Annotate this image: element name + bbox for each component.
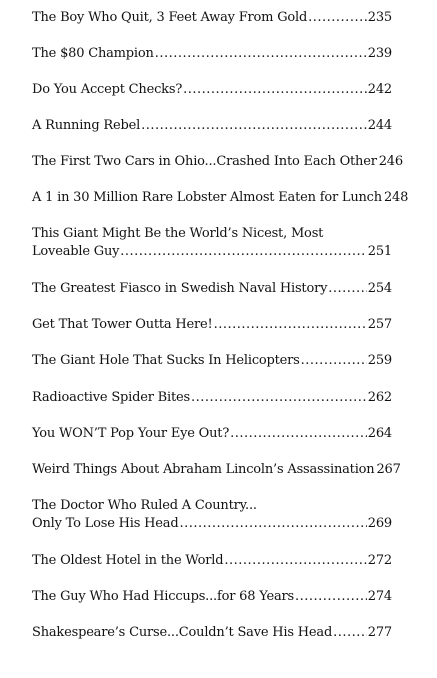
- toc-entry: [32, 9, 392, 27]
- toc-entry-title: A Running Rebel: [32, 118, 141, 133]
- dot-leader: [333, 624, 367, 642]
- toc-entry-title: Shakespeare’s Curse...Couldn’t Save His Head: [32, 625, 333, 640]
- toc-entry-title: The Boy Who Quit, 3 Feet Away From Gold: [32, 10, 308, 25]
- toc-entry: [32, 461, 401, 479]
- dot-leader: [328, 280, 367, 298]
- toc-entry-page: 239: [367, 46, 392, 61]
- dot-leader: [230, 425, 367, 443]
- dot-leader: [295, 588, 367, 606]
- toc-entry-page: 272: [367, 553, 392, 568]
- toc-entry-page: 269: [367, 516, 392, 531]
- toc-entry-page: 254: [367, 281, 392, 296]
- toc-entry-page: 277: [367, 625, 392, 640]
- toc-entry-title: Radioactive Spider Bites: [32, 390, 190, 405]
- toc-entry-title: The Greatest Fiasco in Swedish Naval History: [32, 281, 328, 296]
- toc-entry-title: Weird Things About Abraham Lincoln’s Assassination: [32, 462, 375, 477]
- toc-entry: [32, 624, 392, 642]
- toc-entry-title: Only To Lose His Head: [32, 516, 179, 531]
- toc-entry-page: 262: [367, 390, 392, 405]
- toc-entry: [32, 497, 392, 533]
- toc-entry-title: You WON’T Pop Your Eye Out?: [32, 426, 230, 441]
- toc-entry-page: 235: [367, 10, 392, 25]
- dot-leader: [224, 552, 366, 570]
- toc-entry: [32, 189, 409, 207]
- toc-entry: [32, 153, 403, 171]
- dot-leader: [179, 515, 366, 533]
- toc-entry-page: 248: [383, 190, 409, 205]
- dot-leader: [141, 117, 367, 135]
- dot-leader: [301, 352, 367, 370]
- toc-entry-title: The First Two Cars in Ohio...Crashed Into Each Other: [32, 154, 377, 169]
- toc-entry-title: The Giant Hole That Sucks In Helicopters: [32, 353, 300, 368]
- toc-entry: [32, 81, 392, 99]
- toc-entry: [32, 225, 392, 261]
- toc-entry-page: 242: [367, 82, 392, 97]
- toc-entry: [32, 45, 392, 63]
- toc-entry-page: 267: [376, 462, 401, 477]
- toc-entry-title: The Oldest Hotel in the World: [32, 553, 224, 568]
- toc-entry-page: 264: [367, 426, 392, 441]
- toc-entry: [32, 117, 392, 135]
- toc-entry-page: 246: [378, 154, 403, 169]
- toc-entry-title: A 1 in 30 Million Rare Lobster Almost Eaten for Lunch: [32, 190, 382, 205]
- dot-leader: [308, 9, 367, 27]
- toc-entry-title: Do You Accept Checks?: [32, 82, 183, 97]
- toc-entry: [32, 552, 392, 570]
- toc-entry-page: 274: [367, 589, 392, 604]
- toc-entry-title: Get That Tower Outta Here!: [32, 317, 213, 332]
- toc-entry-page: 257: [367, 317, 392, 332]
- toc-entry-title-line1: This Giant Might Be the World’s Nicest, Most: [32, 226, 324, 241]
- toc-entry-page: 251: [367, 244, 392, 259]
- toc-entry: [32, 588, 392, 606]
- dot-leader: [214, 316, 367, 334]
- toc-entry: [32, 425, 392, 443]
- dot-leader: [183, 81, 367, 99]
- dot-leader: [155, 45, 367, 63]
- toc-entry-title-line1: The Doctor Who Ruled A Country...: [32, 498, 257, 513]
- toc-entry: [32, 389, 392, 407]
- dot-leader: [120, 243, 367, 261]
- toc-entry-title: Loveable Guy: [32, 244, 120, 259]
- toc-entry: [32, 280, 392, 298]
- toc-entry-title: The $80 Champion: [32, 46, 154, 61]
- toc-entry-page: 259: [367, 353, 392, 368]
- toc-entry: [32, 352, 392, 370]
- toc-entry-title: The Guy Who Had Hiccups...for 68 Years: [32, 589, 294, 604]
- toc-entry: [32, 316, 392, 334]
- toc-entry-page: 244: [367, 118, 392, 133]
- dot-leader: [191, 389, 367, 407]
